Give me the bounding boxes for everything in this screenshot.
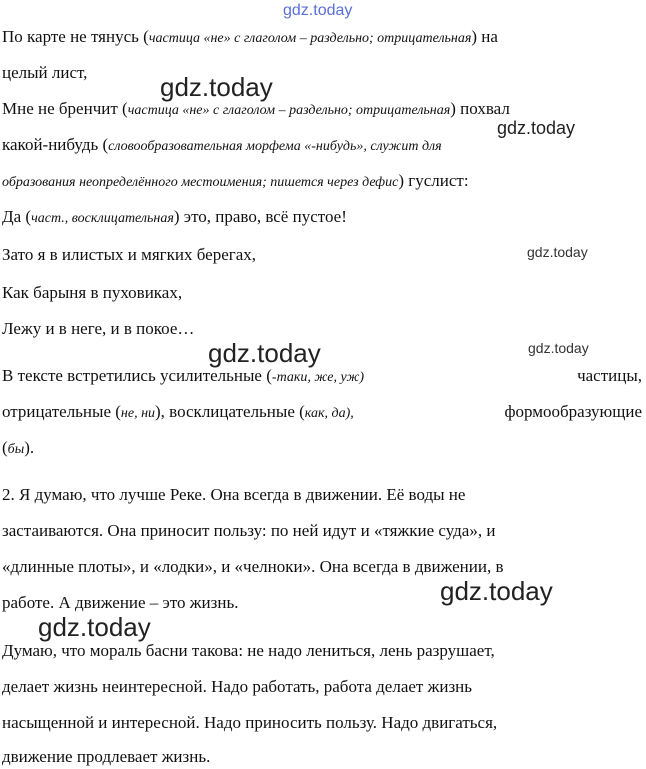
poem-line-9: Лежу и в неге, и в покое…	[2, 319, 195, 338]
poem-line-4: какой-нибудь (словообразовательная морфема «-нибудь», служит для	[2, 135, 442, 154]
answer2-line: застаиваются. Она приносит пользу: по ней идут и «тяжкие суда», и	[2, 521, 496, 540]
poem-line-1: По карте не тянусь (частица «не» с глаголом – раздельно; отрицательная) на	[2, 27, 498, 46]
answer2-line: 2. Я думаю, что лучше Реке. Она всегда в движении. Её воды не	[2, 485, 466, 504]
summary-line-3: (бы).	[2, 438, 35, 457]
annotation: как, да),	[304, 406, 354, 421]
watermark: gdz.today	[527, 244, 588, 260]
poem-line-5: образования неопределённого местоимения; пишется через дефис) гуслист:	[2, 171, 469, 190]
poem-line-3: Мне не бренчит (частица «не» с глаголом – раздельно; отрицательная) похвал	[2, 99, 510, 118]
poem-line-7: Зато я в илистых и мягких берегах,	[2, 245, 257, 264]
watermark: gdz.today	[38, 612, 151, 642]
answer2-line: «длинные плоты», и «лодки», и «челноки». Она всегда в движении, в	[2, 557, 504, 576]
watermark: gdz.today	[528, 340, 589, 356]
annotation: част., восклицательная	[31, 211, 174, 226]
annotation: словообразовательная морфема «-нибудь», служит для	[108, 139, 442, 154]
watermark: gdz.today	[497, 118, 576, 138]
summary-line-1: В тексте встретились усилительные (-таки, же, уж) частицы,	[2, 366, 642, 385]
annotation: частица «не» с глаголом – раздельно; отрицательная	[127, 103, 451, 118]
watermark: gdz.today	[208, 338, 321, 368]
answer2-line: работе. А движение – это жизнь.	[2, 593, 239, 612]
moral-line: Думаю, что мораль басни такова: не надо лениться, лень разрушает,	[2, 641, 495, 660]
annotation: -таки, же, уж)	[271, 370, 364, 385]
watermark: gdz.today	[440, 576, 553, 606]
annotation: не, ни	[120, 406, 156, 421]
poem-line-8: Как барыня в пуховиках,	[2, 283, 183, 302]
watermark: gdz.today	[160, 72, 273, 102]
moral-line: движение продлевает жизнь.	[2, 747, 211, 766]
moral-line: делает жизнь неинтересной. Надо работать, работа делает жизнь	[2, 677, 473, 696]
annotation: частица «не» с глаголом – раздельно; отрицательная	[148, 31, 472, 46]
watermark-top: gdz.today	[283, 2, 353, 19]
summary-line-2: отрицательные (не, ни), восклицательные (как, да), формообразующие	[2, 402, 642, 421]
moral-line: насыщенной и интересной. Надо приносить пользу. Надо двигаться,	[2, 713, 498, 732]
annotation: образования неопределённого местоимения; пишется через дефис	[2, 175, 399, 190]
poem-line-6: Да (част., восклицательная) это, право, всё пустое!	[2, 207, 347, 226]
annotation: бы	[7, 442, 25, 457]
poem-line-2: целый лист,	[2, 63, 88, 82]
